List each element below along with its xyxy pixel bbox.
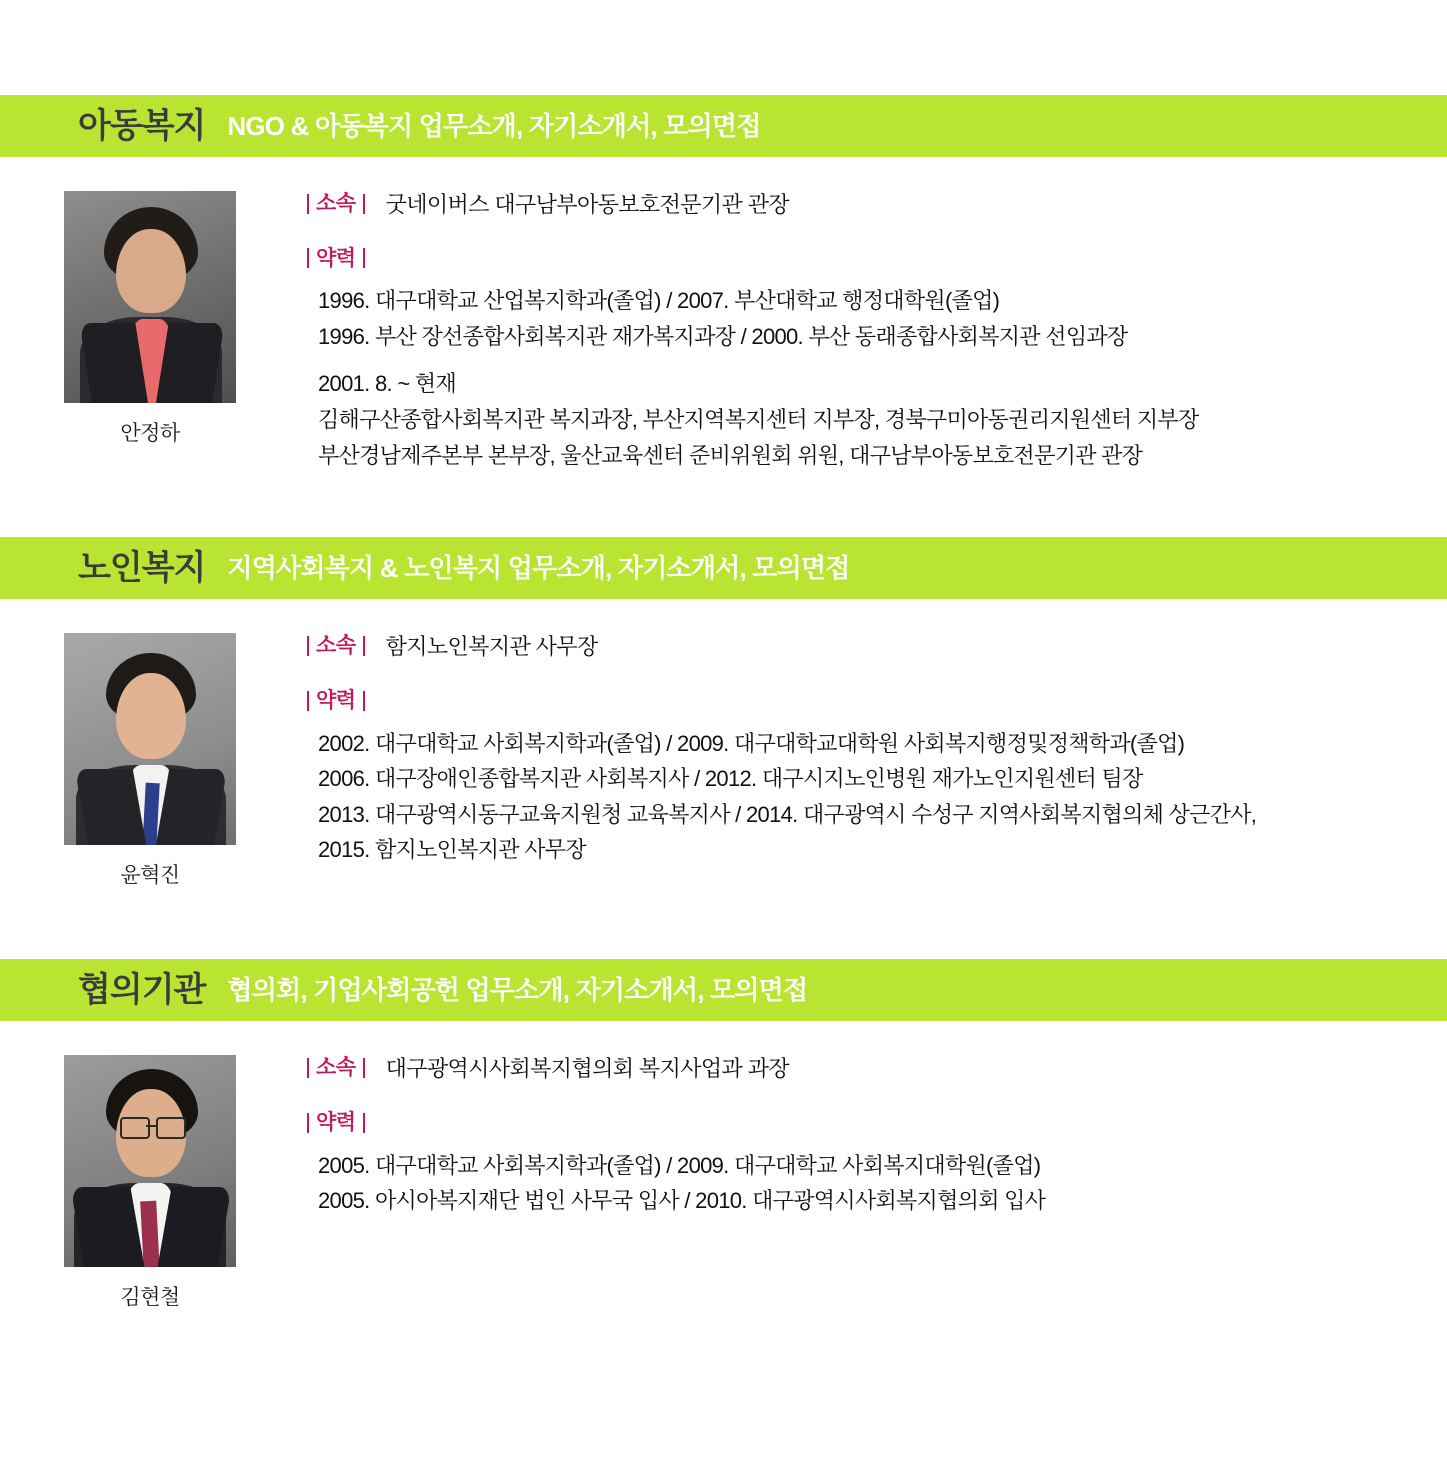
profile-block xyxy=(0,599,1447,919)
photo-face xyxy=(116,229,186,313)
section-title: 지역사회복지 & 노인복지 업무소개, 자기소개서, 모의면접 xyxy=(227,553,850,584)
career-label-text: 약력 xyxy=(316,1110,356,1134)
top-spacer xyxy=(0,0,1447,95)
person-name: 안정하 xyxy=(120,422,180,445)
affiliation-label xyxy=(300,191,372,216)
photo-glasses-bridge xyxy=(146,1125,156,1127)
label-bar-right xyxy=(363,691,365,711)
section-elderly-welfare xyxy=(0,537,1447,919)
affiliation-label-text: 소속 xyxy=(316,1056,356,1080)
career-label xyxy=(300,688,372,713)
label-bar-left xyxy=(307,248,309,268)
section-banner xyxy=(0,537,1447,599)
label-bar-right xyxy=(363,194,365,214)
section-title: NGO & 아동복지 업무소개, 자기소개서, 모의면접 xyxy=(227,111,761,141)
section-tag: 아동복지 xyxy=(78,107,206,145)
career-list xyxy=(300,283,1407,473)
affiliation-label xyxy=(300,633,372,658)
profile-block xyxy=(0,157,1447,503)
career-label xyxy=(300,1110,372,1135)
affiliation-label-text: 소속 xyxy=(316,634,356,658)
career-line: 2001. 8. ~ 현재 xyxy=(318,371,456,397)
career-line: 2005. 대구대학교 사회복지학과(졸업) / 2009. 대구대학교 사회복지대학원(졸업) xyxy=(318,1152,1041,1178)
photo-face xyxy=(116,673,186,759)
label-bar-right xyxy=(363,1058,365,1078)
label-bar-right xyxy=(363,1113,365,1133)
career-line: 김해구산종합사회복지관 복지과장, 부산지역복지센터 지부장, 경북구미아동권리지원센터 지부장 xyxy=(318,407,1199,433)
affiliation-value: 대구광역시사회복지협의회 복지사업과 과장 xyxy=(385,1056,789,1082)
affiliation-value: 함지노인복지관 사무장 xyxy=(385,634,598,660)
career-list xyxy=(300,726,1407,869)
portrait-photo xyxy=(64,633,236,845)
career-label-text: 약력 xyxy=(316,246,356,270)
career-line: 부산경남제주본부 본부장, 울산교육센터 준비위원회 위원, 대구남부아동보호전문기관 관장 xyxy=(318,442,1143,468)
career-line: 2015. 함지노인복지관 사무장 xyxy=(318,837,586,863)
section-child-welfare xyxy=(0,95,1447,503)
label-bar-left xyxy=(307,636,309,656)
affiliation-value: 굿네이버스 대구남부아동보호전문기관 관장 xyxy=(385,192,789,217)
profile-block xyxy=(0,1021,1447,1341)
portrait-photo xyxy=(64,1055,236,1267)
section-spacer xyxy=(0,503,1447,537)
info-column xyxy=(300,633,1447,889)
affiliation-field xyxy=(300,633,1407,662)
label-bar-right xyxy=(363,636,365,656)
section-tag: 노인복지 xyxy=(78,549,206,588)
label-bar-left xyxy=(307,691,309,711)
section-banner xyxy=(0,95,1447,157)
photo-glasses-right xyxy=(156,1117,186,1139)
photo-column xyxy=(0,191,300,473)
person-name: 윤혁진 xyxy=(120,864,180,888)
label-bar-left xyxy=(307,194,309,214)
career-line: 2006. 대구장애인종합복지관 사회복지사 / 2012. 대구시지노인병원 재가노인지원센터 팀장 xyxy=(318,766,1143,792)
career-field xyxy=(300,246,1407,274)
career-label-text: 약력 xyxy=(316,688,356,712)
section-banner xyxy=(0,959,1447,1021)
info-column xyxy=(300,191,1447,473)
career-line: 1996. 대구대학교 산업복지학과(졸업) / 2007. 부산대학교 행정대학원(졸업) xyxy=(318,288,1000,314)
career-line: 1996. 부산 장선종합사회복지관 재가복지과장 / 2000. 부산 동래종합사회복지관 선임과장 xyxy=(318,323,1128,349)
label-bar-left xyxy=(307,1113,309,1133)
person-name: 김현철 xyxy=(120,1286,180,1310)
affiliation-label-text: 소속 xyxy=(316,192,356,215)
label-bar-left xyxy=(307,1058,309,1078)
career-line: 2013. 대구광역시동구교육지원청 교육복지사 / 2014. 대구광역시 수성구 지역사회복지협의체 상근간사, xyxy=(318,801,1257,827)
portrait-photo xyxy=(64,191,236,403)
career-field xyxy=(300,1110,1407,1138)
section-council-organization xyxy=(0,959,1447,1341)
affiliation-field xyxy=(300,1055,1407,1084)
career-label xyxy=(300,246,372,271)
section-spacer xyxy=(0,919,1447,959)
affiliation-field xyxy=(300,191,1407,220)
affiliation-label xyxy=(300,1055,372,1080)
career-line: 2002. 대구대학교 사회복지학과(졸업) / 2009. 대구대학교대학원 사회복지행정및정책학과(졸업) xyxy=(318,730,1185,756)
career-list xyxy=(300,1148,1407,1219)
photo-column xyxy=(0,1055,300,1311)
section-title: 협의회, 기업사회공헌 업무소개, 자기소개서, 모의면접 xyxy=(227,975,808,1006)
section-tag: 협의기관 xyxy=(78,971,206,1010)
label-bar-right xyxy=(363,248,365,268)
photo-column xyxy=(0,633,300,889)
career-line: 2005. 아시아복지재단 법인 사무국 입사 / 2010. 대구광역시사회복지협의회 입사 xyxy=(318,1188,1046,1214)
career-field xyxy=(300,688,1407,716)
photo-glasses-left xyxy=(120,1117,150,1139)
info-column xyxy=(300,1055,1447,1311)
